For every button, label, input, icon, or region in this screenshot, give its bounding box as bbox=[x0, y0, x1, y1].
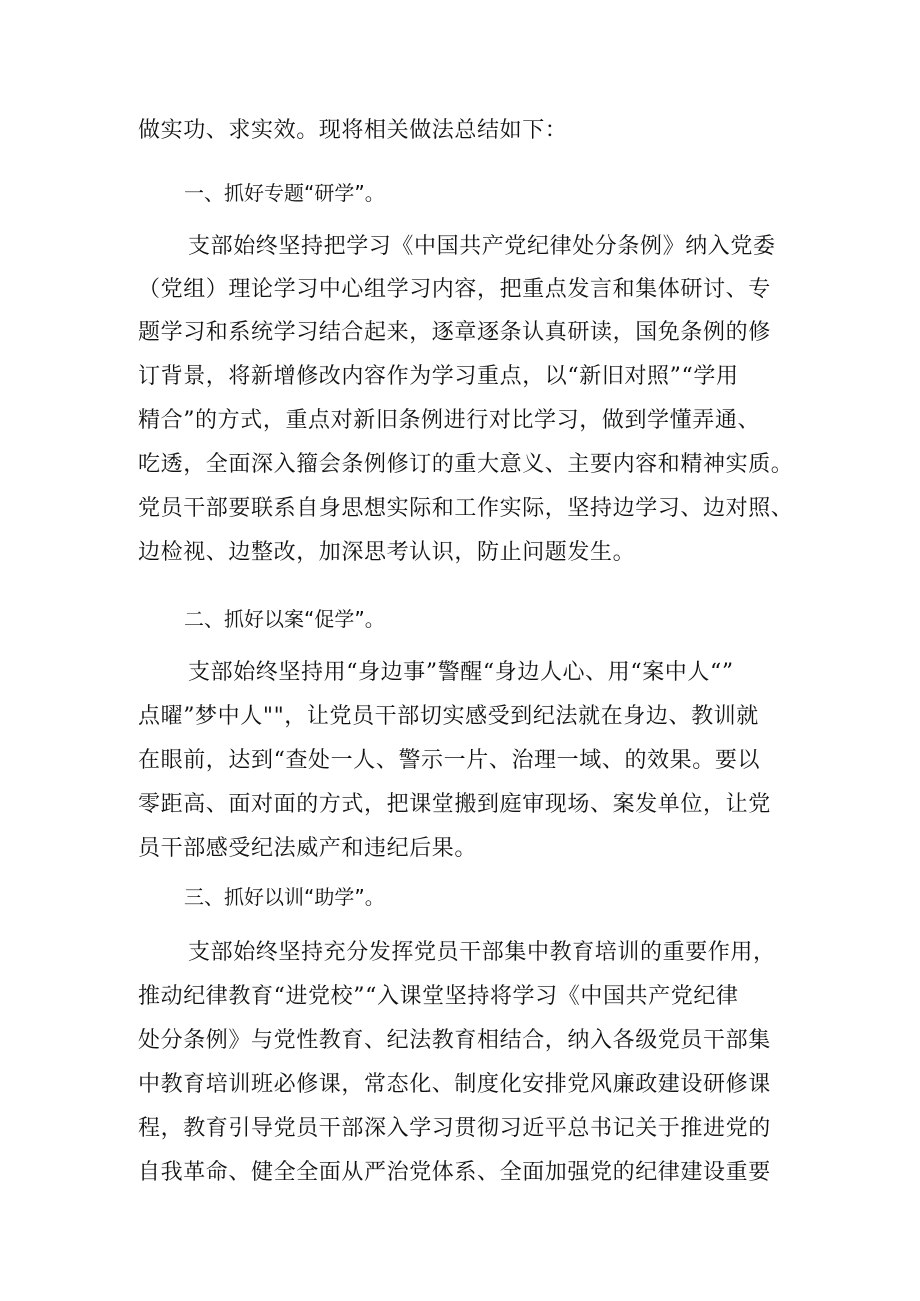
section-1-line: 订背景，将新增修改内容作为学习重点，以“新旧对照”“学用 bbox=[138, 364, 739, 389]
section-3-line: 推动纪律教育“进党校”“入课堂坚持将学习《中国共产党纪律 bbox=[138, 984, 739, 1009]
section-heading-2: 二、抓好以案“促学”。 bbox=[184, 607, 385, 631]
section-heading-3: 三、抓好以训“助学”。 bbox=[184, 885, 385, 909]
section-1-line: 支部始终坚持把学习《中国共产党纪律处分条例》纳入党委 bbox=[188, 234, 776, 259]
section-1-line: 吃透，全面深入籀会条例修订的重大意义、主要内容和精神实质。 bbox=[138, 452, 794, 477]
section-1-line: 边检视、边整改，加深思考认识，防止问题发生。 bbox=[138, 540, 636, 565]
section-1-line: 党员干部要联系自身思想实际和工作实际，坚持边学习、边对照、 bbox=[138, 496, 794, 521]
section-2-line: 在眼前，达到“查处一人、警示一片、治理一域、的效果。要以 bbox=[138, 748, 761, 773]
section-2-line: 零距高、面对面的方式，把课堂搬到庭审现场、案发单位，让党 bbox=[138, 792, 771, 817]
section-1-line: （党组）理论学习中心组学习内容，把重点发言和集体研讨、专 bbox=[138, 277, 771, 302]
section-3-line: 支部始终坚持充分发挥党员干部集中教育培训的重要作用， bbox=[188, 940, 776, 965]
section-3-line: 中教育培训班必修课，常态化、制度化安排党风廉政建设研修课 bbox=[138, 1072, 771, 1097]
section-3-line: 程，教育引导党员干部深入学习贯彻习近平总书记关于推进党的 bbox=[138, 1116, 771, 1141]
section-2-line: 支部始终坚持用“身边事”警醒“身边人心、用“案中人“” bbox=[188, 660, 734, 685]
section-3-line: 自我革命、健全全面从严治党体系、全面加强党的纪律建设重要 bbox=[138, 1160, 771, 1185]
section-1-line: 精合”的方式，重点对新旧条例进行对比学习，做到学懂弄通、 bbox=[138, 408, 761, 433]
section-3-line: 处分条例》与党性教育、纪法教育相结合，纳入各级党员干部集 bbox=[138, 1028, 771, 1053]
intro-line: 做实功、求实效。现将相关做法总结如下： bbox=[138, 118, 568, 143]
section-1-line: 题学习和系统学习结合起来，逐章逐条认真研读，国免条例的修 bbox=[138, 320, 771, 345]
section-heading-1: 一、抓好专题“研学”。 bbox=[184, 181, 385, 205]
section-2-line: 员干部感受纪法威产和违纪后果。 bbox=[138, 836, 478, 861]
section-2-line: 点曜”梦中人""，让党员干部切实感受到纪法就在身边、教训就 bbox=[138, 704, 759, 729]
